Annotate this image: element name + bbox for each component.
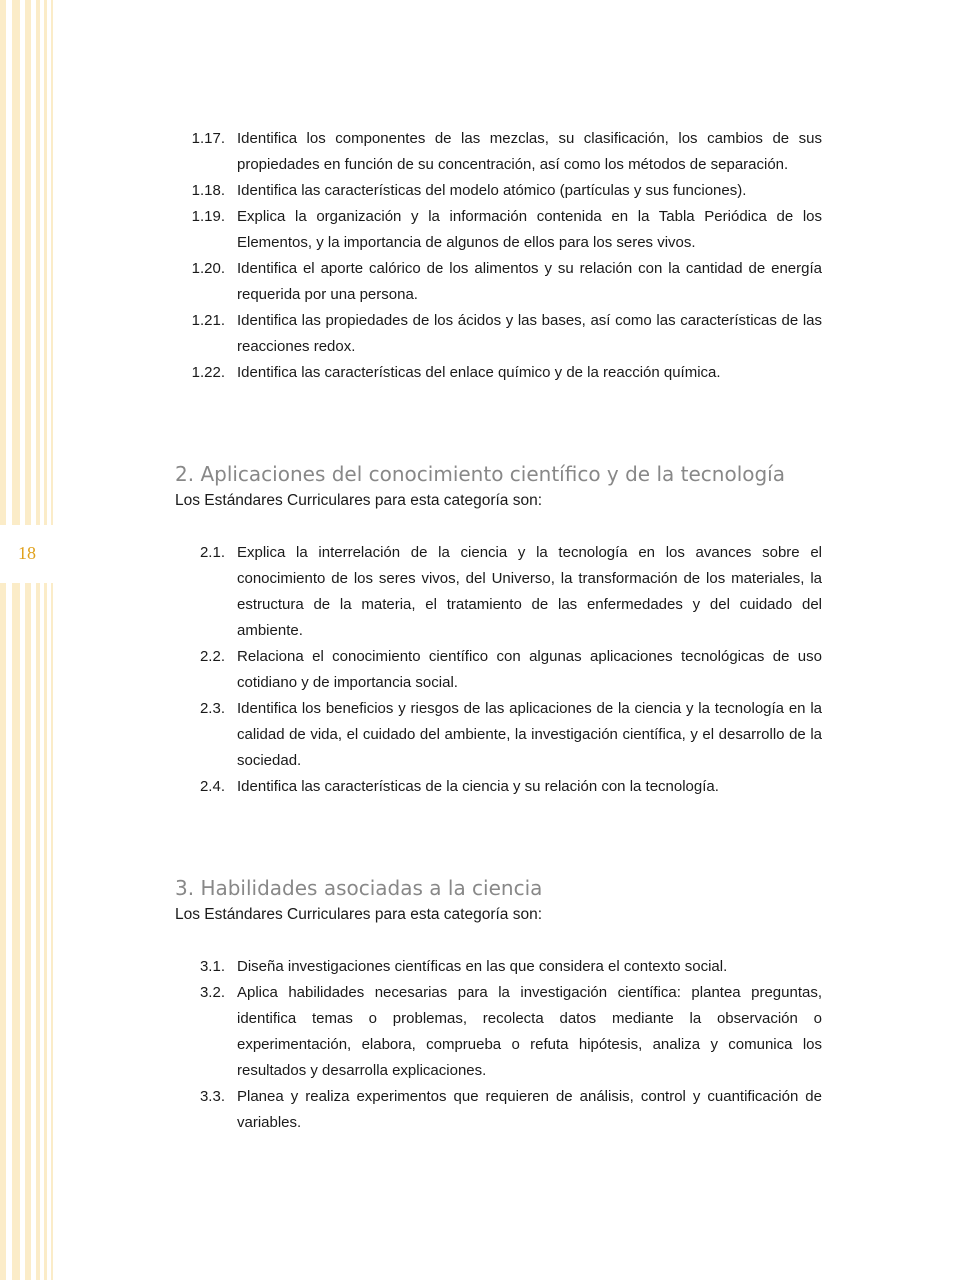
- section-3: [175, 874, 822, 1136]
- section-2: [175, 460, 822, 800]
- item-text: Identifica las propiedades de los ácidos y las bases, así como las características de las reacciones redox.: [237, 312, 822, 355]
- section-3-intro: Los Estándares Curriculares para esta categoría son:: [175, 906, 543, 923]
- item-number: 2.4.: [199, 778, 225, 795]
- item-text: Relaciona el conocimiento científico con algunas aplicaciones tecnológicas de uso cotidiano y de importancia social.: [237, 648, 822, 691]
- item-number: 2.2.: [199, 648, 225, 665]
- item-text: Identifica los componentes de las mezclas, su clasificación, los cambios de sus propiedades en función de su concentración, así como los métodos de separación.: [237, 130, 822, 173]
- item-number: 1.20.: [191, 260, 225, 277]
- list-item: [175, 954, 822, 980]
- item-number: 1.17.: [191, 130, 225, 147]
- page-number: 18: [18, 543, 36, 563]
- list-item: [175, 774, 822, 800]
- list-item: [175, 696, 822, 774]
- item-number: 3.2.: [199, 984, 225, 1001]
- item-text: Explica la organización y la información contenida en la Tabla Periódica de los Elementos, y la importancia de algunos de ellos para los seres vivos.: [237, 208, 822, 251]
- page-content: [175, 126, 822, 1136]
- list-item: [175, 360, 822, 386]
- section-1: [175, 126, 822, 386]
- item-text: Identifica las características de la ciencia y su relación con la tecnología.: [237, 778, 719, 795]
- list-item: [175, 178, 822, 204]
- section-2-intro: Los Estándares Curriculares para esta categoría son:: [175, 492, 543, 509]
- item-number: 1.19.: [191, 208, 225, 225]
- item-number: 3.3.: [199, 1088, 225, 1105]
- list-item: [175, 308, 822, 360]
- list-item: [175, 204, 822, 256]
- section-2-title: 2. Aplicaciones del conocimiento científico y de la tecnología: [175, 462, 785, 486]
- section-2-list: [175, 540, 822, 800]
- item-text: Identifica el aporte calórico de los alimentos y su relación con la cantidad de energía requerida por una persona.: [237, 260, 822, 303]
- list-item: [175, 256, 822, 308]
- item-number: 1.21.: [191, 312, 225, 329]
- section-1-list: [175, 126, 822, 386]
- list-item: [175, 540, 822, 644]
- item-text: Planea y realiza experimentos que requieren de análisis, control y cuantificación de variables.: [237, 1088, 822, 1131]
- section-3-title: 3. Habilidades asociadas a la ciencia: [175, 876, 543, 900]
- item-number: 2.1.: [199, 544, 225, 561]
- section-3-list: [175, 954, 822, 1136]
- item-number: 2.3.: [199, 700, 225, 717]
- left-decorative-stripes: [0, 0, 60, 1280]
- item-text: Identifica los beneficios y riesgos de las aplicaciones de la ciencia y la tecnología en la calidad de vida, el cuidado del ambiente, la investigación científica, y el desarrollo de la sociedad.: [237, 700, 822, 769]
- list-item: [175, 1084, 822, 1136]
- list-item: [175, 644, 822, 696]
- list-item: [175, 126, 822, 178]
- item-text: Identifica las características del modelo atómico (partículas y sus funciones).: [237, 182, 747, 199]
- item-number: 1.18.: [191, 182, 225, 199]
- item-text: Explica la interrelación de la ciencia y la tecnología en los avances sobre el conocimiento de los seres vivos, del Universo, la transformación de los materiales, la estructura de la materia, el tratamiento de las enfermedades y del cuidado del ambiente.: [237, 544, 822, 639]
- item-text: Aplica habilidades necesarias para la investigación científica: plantea preguntas, identifica temas o problemas, recolecta datos mediante la observación o experimentación, elabora, comprueba o refuta hipótesis, analiza y comunica los resultados y desarrolla explicaciones.: [237, 984, 822, 1079]
- item-number: 1.22.: [191, 364, 225, 381]
- item-text: Identifica las características del enlace químico y de la reacción química.: [237, 364, 721, 381]
- item-text: Diseña investigaciones científicas en las que considera el contexto social.: [237, 958, 728, 975]
- item-number: 3.1.: [199, 958, 225, 975]
- list-item: [175, 980, 822, 1084]
